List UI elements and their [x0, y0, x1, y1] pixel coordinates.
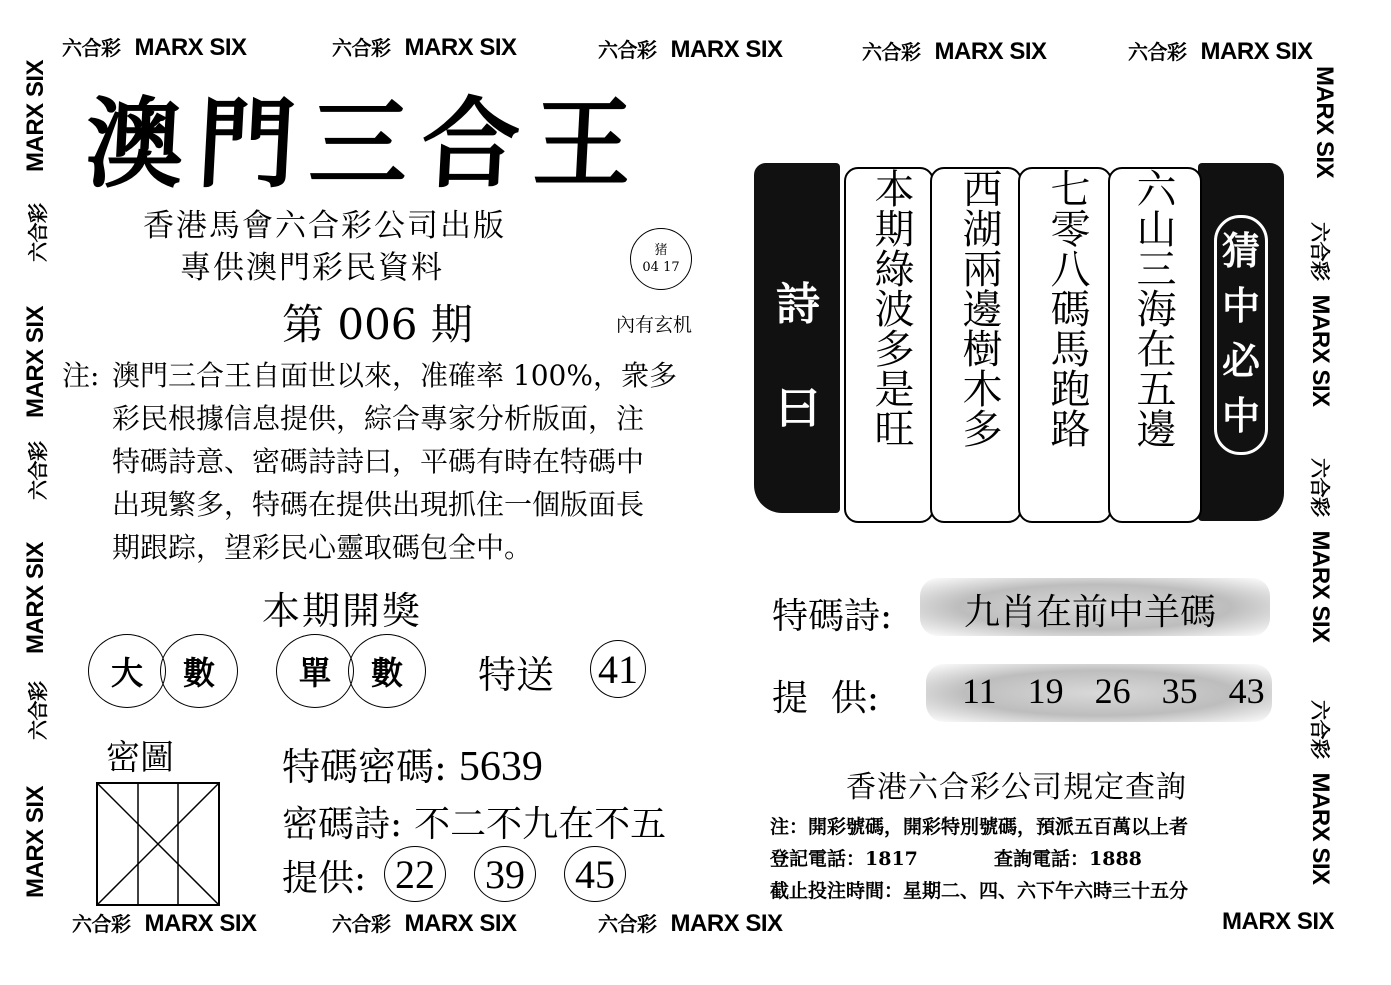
provide-number: 35: [1161, 671, 1198, 711]
note-line: 出現繁多，特碼在提供出現抓住一個版面長: [112, 488, 645, 521]
note-line: 澳門三合王自面世以來，准確率 100%，衆多: [112, 359, 677, 392]
watermark-top-4: 六合彩 MARX SIX: [862, 38, 1047, 65]
parity-badge-a: 單: [276, 634, 354, 708]
special-poem-value: 九肖在前中羊碼: [964, 592, 1217, 633]
secret-chart-label: 密圖: [106, 738, 174, 778]
rules-reg-phone: 登記電話：1817: [770, 848, 918, 870]
poem-column-text: 七零八碼馬跑路: [1044, 168, 1090, 448]
secret-provide-label: 提供:: [282, 858, 367, 899]
secret-code-line: [282, 736, 543, 791]
size-badge-a: 大: [88, 634, 166, 708]
provide-number: 19: [1027, 671, 1064, 711]
note-line: 彩民根據信息提供，綜合專家分析版面，注: [112, 402, 645, 435]
poem-column-1: [1120, 168, 1186, 518]
page-title: 澳門三合王: [82, 87, 649, 202]
note-line: 特碼詩意、密碼詩詩曰，平碼有時在特碼中: [112, 445, 645, 478]
special-label: 特送: [478, 653, 555, 697]
note-label: 注:: [62, 359, 100, 392]
secret-poem-value: 不二不九在不五: [414, 804, 667, 845]
provide-numbers: [962, 670, 1265, 712]
watermark-left-2: 六合彩: [28, 203, 50, 262]
publisher-line-2: 專供澳門彩民資料: [180, 250, 444, 286]
rules-heading: 香港六合彩公司規定查詢: [846, 770, 1187, 805]
poem-board: [752, 163, 1286, 525]
zodiac-stamp: [630, 228, 692, 290]
rules-query-phone: 查詢電話：1888: [994, 848, 1142, 870]
poem-column-4: [858, 168, 924, 518]
watermark-right-4: 六合彩MARX SIX: [1307, 700, 1334, 885]
rules-line-3: 截止投注時間：星期二、四、六下午六時三十五分: [770, 880, 1189, 902]
special-poem-label: 特碼詩:: [772, 596, 893, 637]
watermark-right-2: 六合彩MARX SIX: [1307, 222, 1334, 407]
zodiac-animal: 猪: [654, 243, 668, 258]
provide-number: 43: [1228, 671, 1265, 711]
size-badge-b: 數: [160, 634, 238, 708]
watermark-bottom-2: 六合彩 MARX SIX: [332, 910, 517, 937]
poem-side-left-text: 詩曰: [776, 279, 820, 434]
issue-number: 第 006 期: [282, 300, 473, 349]
size-badge: [88, 634, 238, 708]
secret-chart: [96, 782, 220, 906]
secret-poem-label: 密碼詩:: [282, 804, 403, 845]
zodiac-date: 04 17: [642, 260, 680, 275]
poem-column-text: 六山三海在五邊: [1130, 168, 1176, 448]
parity-badge-b: 數: [348, 634, 426, 708]
note-line: 期跟踪，望彩民心靈取碼包全中。: [112, 531, 533, 564]
watermark-top-1: 六合彩 MARX SIX: [62, 34, 247, 61]
note-text: [112, 354, 712, 569]
provide-number: 11: [962, 671, 997, 711]
watermark-right-1: MARX SIX: [1311, 66, 1338, 179]
watermark-left-1: MARX SIX: [22, 59, 49, 172]
watermark-bottom-3: 六合彩 MARX SIX: [598, 910, 783, 937]
draw-heading: 本期開獎: [262, 589, 423, 633]
watermark-top-2: 六合彩 MARX SIX: [332, 34, 517, 61]
watermark-top-3: 六合彩 MARX SIX: [598, 36, 783, 63]
publisher-line-1: 香港馬會六合彩公司出版: [143, 208, 506, 244]
inside-hint: 內有玄机: [616, 314, 693, 336]
watermark-left-6: 六合彩: [28, 681, 50, 740]
secret-code-value: 5639: [458, 744, 543, 790]
provide-label: 提 供:: [772, 678, 880, 719]
poem-column-text: 本期綠波多是旺: [868, 168, 914, 448]
secret-number: 45: [564, 846, 626, 902]
parity-badge: [276, 634, 426, 708]
watermark-left-7: MARX SIX: [22, 785, 49, 898]
rules-line-1: 注：開彩號碼，開彩特別號碼，預派五百萬以上者: [770, 816, 1189, 838]
watermark-left-4: 六合彩: [28, 441, 50, 500]
secret-poem-line: [282, 796, 666, 847]
secret-number: 22: [384, 846, 446, 902]
poem-column-3: [946, 168, 1012, 518]
special-number: 41: [590, 640, 646, 698]
watermark-bottom-1: 六合彩 MARX SIX: [72, 910, 257, 937]
poem-column-2: [1034, 168, 1100, 518]
secret-number: 39: [474, 846, 536, 902]
watermark-right-3: 六合彩MARX SIX: [1307, 458, 1334, 643]
secret-code-label: 特碼密碼:: [282, 745, 447, 789]
watermark-left-3: MARX SIX: [22, 305, 49, 418]
poem-column-text: 西湖兩邊樹木多: [956, 168, 1002, 448]
provide-number: 26: [1094, 671, 1131, 711]
watermark-top-5: 六合彩 MARX SIX: [1128, 38, 1313, 65]
watermark-bottom-4: MARX SIX: [1222, 908, 1335, 935]
poem-side-right-text: 猜中必中: [1221, 228, 1260, 438]
watermark-left-5: MARX SIX: [22, 541, 49, 654]
